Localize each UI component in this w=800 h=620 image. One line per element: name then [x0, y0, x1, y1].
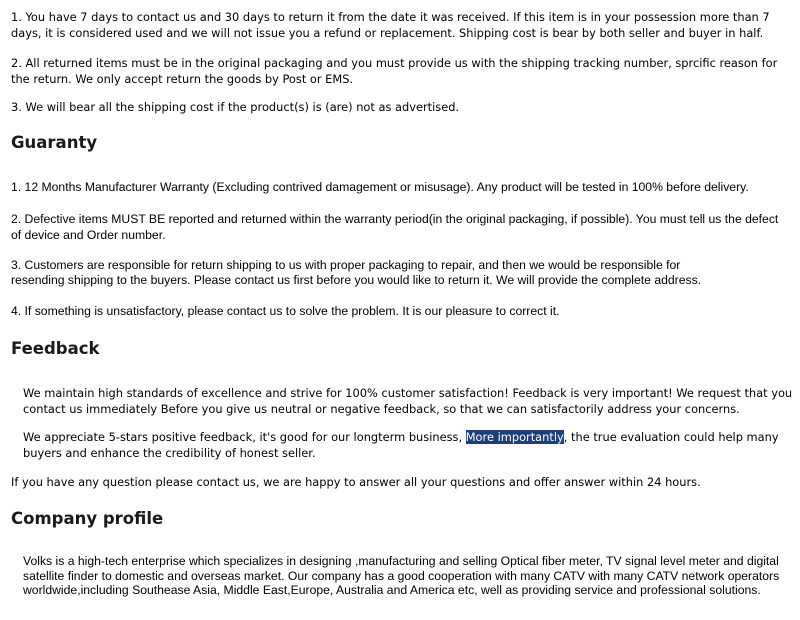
feedback-heading: Feedback: [11, 339, 100, 358]
feedback-paragraph-2-start: We appreciate 5-stars positive feedback, it's good for our longterm business,: [23, 430, 466, 444]
selected-text-highlight: More importantly: [465, 430, 564, 444]
company-profile-paragraph: Volks is a high-tech enterprise which specializes in designing ,manufacturing and selling Optical fiber meter, TV signal level meter and digital satellite finder to domestic and overseas market. Our company has a good cooperation with many CATV with many CATV network operators worldwide,including Southease Asia, Middle East,Europe, Australia and America etc, well as providing service and professional solutions.: [23, 554, 780, 597]
feedback-paragraph-2-end: , the true evaluation could help many buyers and enhance the credibility of honest seller.: [23, 430, 779, 460]
guaranty-heading: Guaranty: [11, 133, 98, 152]
company-profile-heading: Company profile: [11, 509, 164, 528]
feedback-paragraph-3: If you have any question please contact us, we are happy to answer all your questions and offer answer within 24 hours.: [11, 475, 701, 489]
guaranty-item-2: 2. Defective items MUST BE reported and returned within the warranty period(in the original packaging, if possible). You must tell us the defect of device and Order number.: [11, 212, 779, 242]
guaranty-item-4: 4. If something is unsatisfactory, please contact us to solve the problem. It is our pleasure to correct it.: [11, 304, 560, 318]
guaranty-item-3-line-1: 3. Customers are responsible for return shipping to us with proper packaging to repair, and then we would be responsible for: [11, 258, 681, 272]
feedback-paragraph-2: [11, 429, 800, 461]
guaranty-item-3-line-2: resending shipping to the buyers. Please contact us first before you would like to return it. We will provide the complete address.: [11, 273, 702, 287]
return-policy-item-2: 2. All returned items must be in the original packaging and you must provide us with the shipping tracking number, sprcific reason for the return. We only accept return the goods by Post or EMS.: [11, 56, 778, 86]
feedback-paragraph-1: We maintain high standards of excellence and strive for 100% customer satisfaction! Feedback is very important! We request that you contact us immediately Before you give us neutral or negative feedback, so that we can satisfactorily address your concerns.: [23, 386, 793, 416]
return-policy-item-3: 3. We will bear all the shipping cost if the product(s) is (are) not as advertised.: [11, 100, 460, 114]
guaranty-item-1: 1. 12 Months Manufacturer Warranty (Excluding contrived damagement or misusage). Any product will be tested in 100% before delivery.: [11, 180, 749, 194]
return-policy-item-1: 1. You have 7 days to contact us and 30 days to return it from the date it was received. If this item is in your possession more than 7 days, it is considered used and we will not issue you a refund or replacement. Shipping cost is bear by both seller and buyer in half.: [11, 10, 770, 40]
